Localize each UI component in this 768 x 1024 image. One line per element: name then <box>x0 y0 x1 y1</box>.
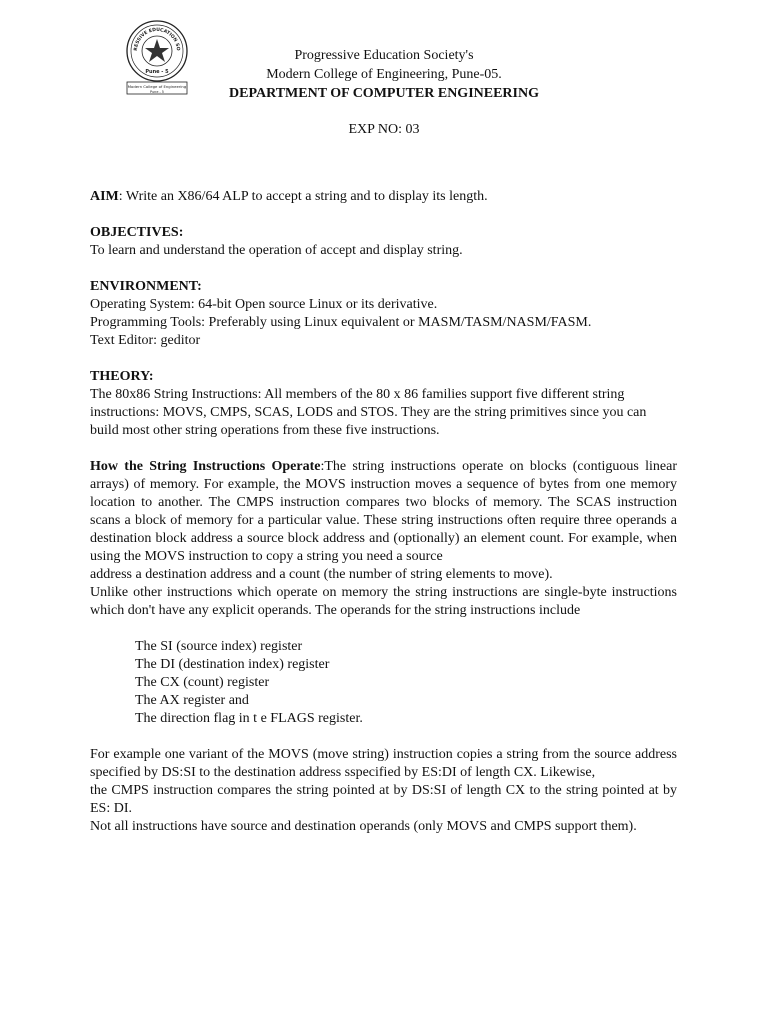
list-item: The AX register and <box>135 693 249 708</box>
environment-editor: Text Editor: geditor <box>90 333 201 348</box>
how-label: How the String Instructions Operate <box>90 459 321 474</box>
environment-os: Operating System: 64-bit Open source Linux or its derivative. <box>90 297 438 312</box>
objectives-heading: OBJECTIVES: <box>90 225 184 240</box>
register-list <box>135 638 677 728</box>
department-name: DEPARTMENT OF COMPUTER ENGINEERING <box>229 86 539 101</box>
example-section <box>90 746 677 836</box>
how-text-continued: address a destination address and a count (the number of string elements to move). <box>90 567 553 582</box>
aim-text: : Write an X86/64 ALP to accept a string and to display its length. <box>118 189 488 204</box>
theory-heading: THEORY: <box>90 369 154 384</box>
list-item: The direction flag in t e FLAGS register. <box>135 711 363 726</box>
list-item: The SI (source index) register <box>135 639 303 654</box>
theory-section <box>90 368 677 440</box>
society-name: Progressive Education Society's <box>294 48 474 63</box>
list-item: The CX (count) register <box>135 675 270 690</box>
seal-arc-text: RESSIVE EDUCATION SO <box>133 27 181 52</box>
aim-section <box>90 188 677 206</box>
college-name: Modern College of Engineering, Pune-05. <box>266 67 502 82</box>
example-operands: Not all instructions have source and destination operands (only MOVS and CMPS support them). <box>90 819 637 834</box>
document-body <box>90 188 677 836</box>
seal-plate-line1: Modern College of Engineering <box>127 84 187 89</box>
seal-plate-line2: Pune - 5 <box>150 90 164 94</box>
college-seal-logo <box>124 18 190 102</box>
environment-heading: ENVIRONMENT: <box>90 279 202 294</box>
environment-tools: Programming Tools: Preferably using Linux equivalent or MASM/TASM/NASM/FASM. <box>90 315 592 330</box>
objectives-text: To learn and understand the operation of accept and display string. <box>90 243 463 258</box>
list-item: The DI (destination index) register <box>135 657 330 672</box>
how-string-instructions-section <box>90 458 677 620</box>
seal-inner-text: Pune - 5 <box>145 69 169 75</box>
aim-label: AIM <box>90 189 119 204</box>
experiment-number: EXP NO: 03 <box>348 122 420 137</box>
unlike-paragraph: Unlike other instructions which operate on memory the string instructions are single-byte instructions which don't have any explicit operands. The operands for the string instructions include <box>90 585 677 618</box>
example-cmps: the CMPS instruction compares the string pointed at by DS:SI of length CX to the string pointed at by ES: DI. <box>90 783 677 816</box>
theory-intro: The 80x86 String Instructions: All members of the 80 x 86 families support five different string instructions: MOVS, CMPS, SCAS, LODS and STOS. They are the string primitives since you can build most other string operations from these five instructions. <box>90 387 647 438</box>
environment-section <box>90 278 677 350</box>
example-movs: For example one variant of the MOVS (move string) instruction copies a string from the source address specified by DS:SI to the destination address sspecified by ES:DI of length CX. Likewise, <box>90 747 677 780</box>
how-text: :The string instructions operate on blocks (contiguous linear arrays) of memory. For example, the MOVS instruction moves a sequence of bytes from one memory location to another. The CMPS instruction compares two blocks of memory. The SCAS instruction scans a block of memory for a particular value. These string instructions often require three operands a destination block address a source block address and (optionally) an element count. For example, when using the MOVS instruction to copy a string you need a source <box>90 459 678 564</box>
objectives-section <box>90 224 677 260</box>
